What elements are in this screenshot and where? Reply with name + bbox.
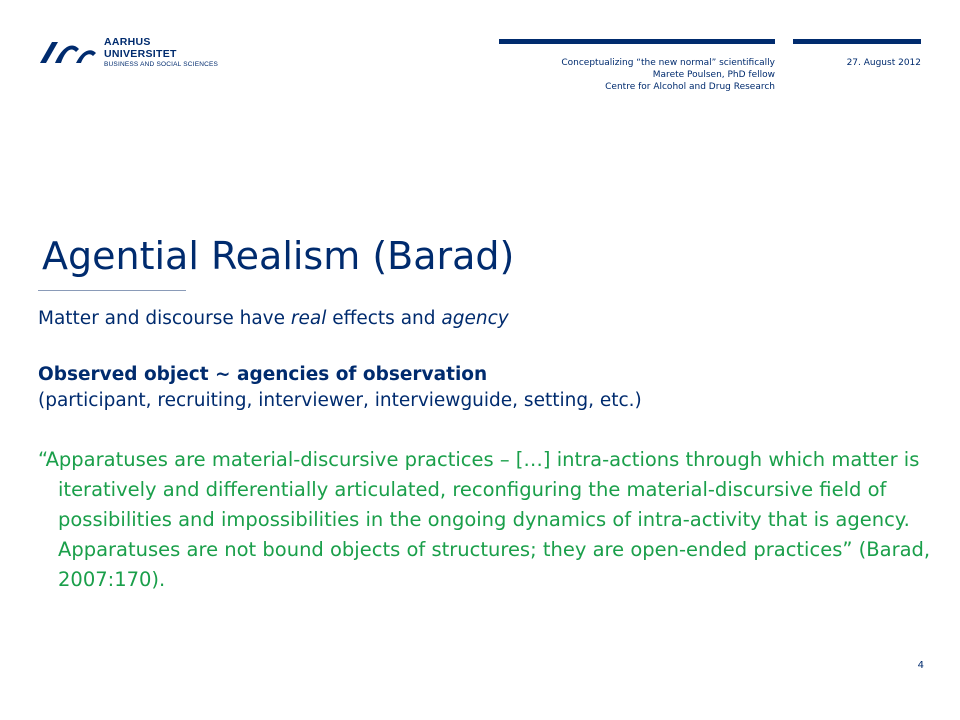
au-wave-logo-icon bbox=[38, 39, 98, 65]
slide-body bbox=[38, 306, 931, 595]
logo-line-faculty: BUSINESS AND SOCIAL SCIENCES bbox=[104, 61, 219, 68]
presentation-title: Conceptualizing “the new normal” scientifically bbox=[561, 58, 775, 68]
barad-quote: “Apparatuses are material-discursive practices – […] intra-actions through which matter is iteratively and differentially articulated, reconfiguring the material-discursive field of possibilities and impossibilities in the ongoing dynamics of intra-activity that is agency. Apparatuses are not bound objects of structures; they are open-ended practices” (Barad, 2007:170). bbox=[38, 448, 931, 591]
header-bar-left bbox=[499, 39, 775, 44]
agencies-list: (participant, recruiting, interviewer, interviewguide, setting, etc.) bbox=[38, 390, 642, 411]
line1-text-a: Matter and discourse have bbox=[38, 308, 291, 329]
line1-text-b: effects and bbox=[326, 308, 442, 329]
title-underline bbox=[38, 290, 186, 291]
logo-line-aarhus: AARHUS bbox=[104, 36, 151, 48]
observed-object-heading: Observed object ~ agencies of observation bbox=[38, 364, 488, 385]
header-bar-right bbox=[793, 39, 921, 44]
logo-text bbox=[104, 36, 218, 70]
author-line: Marete Poulsen, PhD fellow bbox=[652, 70, 775, 80]
line1-emphasis-agency: agency bbox=[441, 308, 509, 329]
presentation-date: 27. August 2012 bbox=[846, 58, 921, 68]
slide-title: Agential Realism (Barad) bbox=[42, 234, 515, 278]
line1-emphasis-real: real bbox=[290, 308, 327, 329]
affiliation-line: Centre for Alcohol and Drug Research bbox=[605, 82, 775, 92]
logo-line-universitet: UNIVERSITET bbox=[104, 48, 177, 60]
aarhus-university-logo bbox=[38, 36, 228, 82]
page-number: 4 bbox=[917, 660, 924, 671]
matter-discourse-line bbox=[38, 306, 928, 332]
presentation-meta bbox=[475, 57, 775, 93]
